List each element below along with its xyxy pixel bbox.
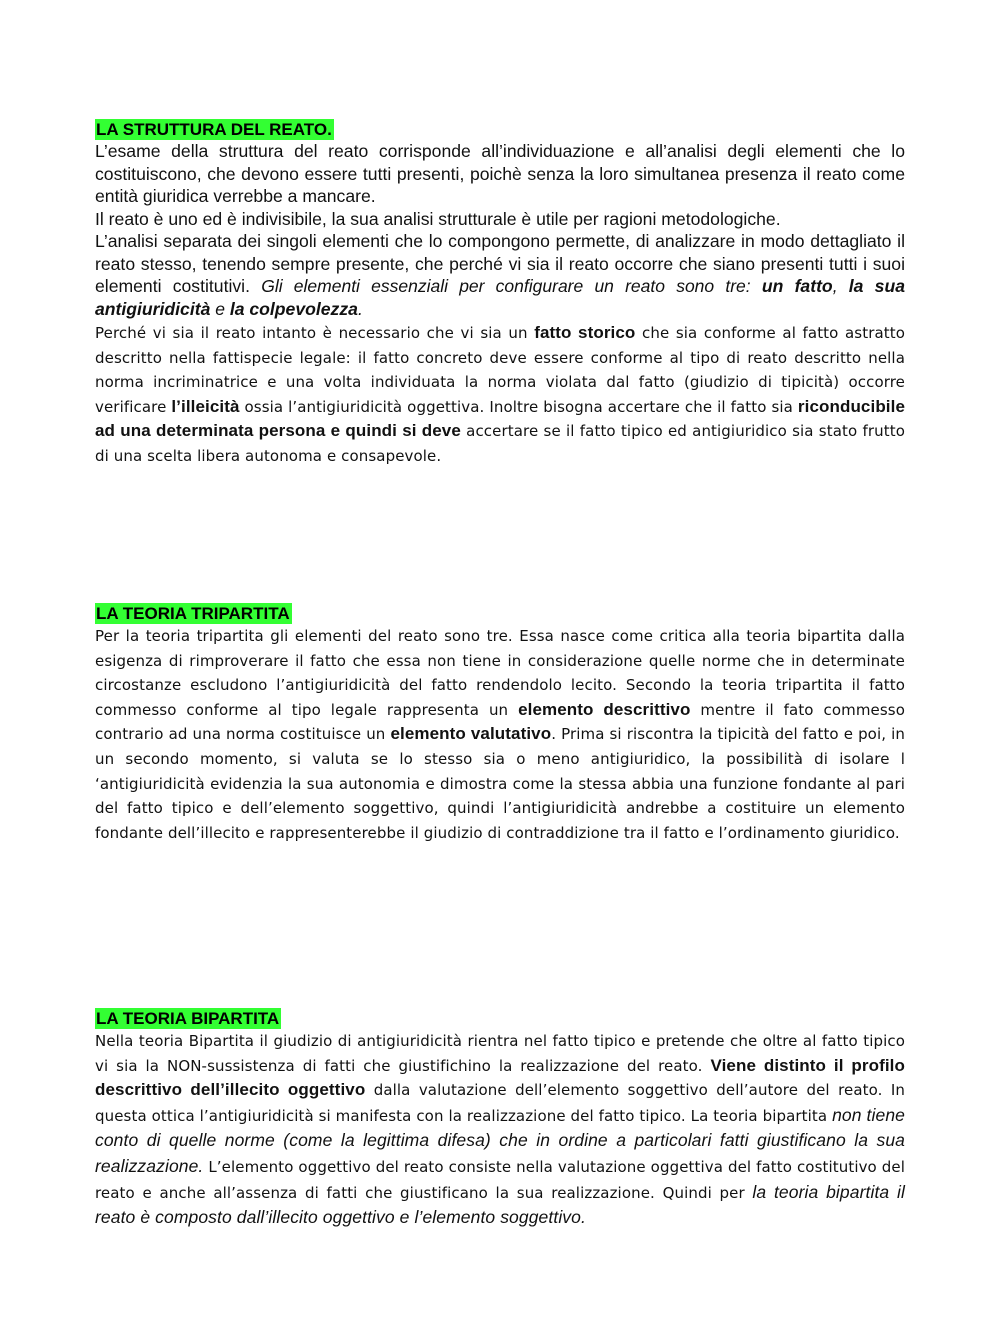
text-run: Perché vi sia il reato intanto è necessario che vi sia un [95, 324, 535, 342]
paragraph: L’esame della struttura del reato corrisponde all’individuazione e all’analisi degli elementi che lo costituiscono, che devono essere tutti presenti, poichè senza la loro simultanea presenza il reato come entità giuridica verrebbe a mancare. [95, 141, 905, 206]
section-heading: LA TEORIA BIPARTITA [96, 1009, 280, 1028]
bold-text: elemento valutativo [390, 724, 552, 744]
section-heading: LA STRUTTURA DEL REATO. [96, 120, 332, 139]
bold-text: Viene distinto il profilo descrittivo dell’illecito oggettivo [95, 1055, 905, 1100]
text-run: . Prima si riscontra la tipicità del fatto e poi, in un secondo momento, si valuta se lo stesso sia o meno antigiuridico, la possibilità di isolare l ‘antigiuridicità evidenzia la sua autonomia e dimostra come la stessa abbia una funzione fondante al pari del fatto tipico e dell’elemento soggettivo, quindi l’antigiuridicità andrebbe a costituire un elemento fondante dell’illecito e rappresenterebbe il giudizio di contraddizione tra il fatto e l’ordinamento giuridico. [95, 725, 905, 842]
italic-text: la teoria bipartita il reato è composto dall’illecito oggettivo e l’elemento soggettivo. [95, 1181, 905, 1228]
italic-text: , [832, 276, 849, 296]
section-struttura [95, 119, 905, 469]
text-run: L’analisi separata dei singoli elementi che lo compongono permette, di analizzare in modo dettagliato il reato stesso, tenendo sempre presente, che perché vi sia il reato occorre che siano presenti tutti i suoi elementi costitutivi. [95, 231, 905, 296]
section-heading: LA TEORIA TRIPARTITA [96, 604, 290, 623]
paragraph [95, 321, 905, 469]
bold-text: elemento descrittivo [518, 699, 691, 719]
text-run: accertare se il fatto tipico ed antigiuridico sia stato frutto di una scelta libera autonoma e consapevole. [95, 422, 905, 465]
bold-italic-text: la colpevolezza [229, 298, 358, 319]
bold-text: l’illeicità [171, 396, 240, 416]
bold-italic-text: la sua antigiuridicità [95, 276, 905, 319]
italic-text: e [210, 298, 230, 319]
paragraph [95, 1029, 905, 1231]
text-run: ossia l’antigiuridicità oggettiva. Inoltre bisogna accertare che il fatto sia [239, 397, 798, 416]
italic-text: . [357, 298, 363, 319]
bold-text: riconducibile ad una determinata persona e quindi si deve [95, 396, 905, 441]
italic-text: non tiene conto di quelle norme (come la legittima difesa) che in ordine a particolari fatti giustificano la sua realizzazione. [95, 1104, 905, 1176]
italic-text: Gli elementi essenziali per configurare un reato sono tre: [261, 276, 762, 296]
section-tripartita [95, 603, 905, 845]
bold-italic-text: un fatto [761, 276, 833, 296]
text-run: che sia conforme al fatto astratto descritto nella fattispecie legale: il fatto concreto deve essere conforme al tipo di reato descritto nella norma incriminatrice e una volta individuata la norma violata dal fatto (giudizio di tipicità) occorre verificare [95, 324, 905, 416]
text-run: Per la teoria tripartita gli elementi del reato sono tre. Essa nasce come critica alla teoria bipartita dalla esigenza di rimproverare il fatto che essa non tiene in considerazione quelle norme che in determinate circostanze escludono l’antigiuridicità del fatto rendendolo lecito. Secondo la teoria tripartita il fatto commesso conforme al tipo legale rappresenta un [95, 627, 905, 719]
paragraph: Il reato è uno ed è indivisibile, la sua analisi strutturale è utile per ragioni metodologiche. [95, 208, 781, 229]
text-run: L’elemento oggettivo del reato consiste nella valutazione oggettiva del fatto costitutivo del reato e anche all’assenza di fatti che giustificano la sua realizzazione. Quindi per [95, 1157, 905, 1202]
section-bipartita [95, 1008, 905, 1231]
paragraph [95, 624, 905, 845]
text-run: dalla valutazione dell’elemento soggettivo dell’autore del reato. In questa ottica l’antigiuridicità si manifesta con la realizzazione del fatto tipico. La teoria bipartita [95, 1081, 906, 1125]
text-run: mentre il fato commesso contrario ad una norma costituisce un [95, 700, 905, 744]
bold-text: fatto storico [534, 323, 636, 342]
text-run: Nella teoria Bipartita il giudizio di antigiuridicità rientra nel fatto tipico e pretende che oltre al fatto tipico vi sia la NON-sussistenza di fatti che giustifichino la realizzazione del reato. [95, 1032, 905, 1075]
paragraph [95, 230, 905, 320]
